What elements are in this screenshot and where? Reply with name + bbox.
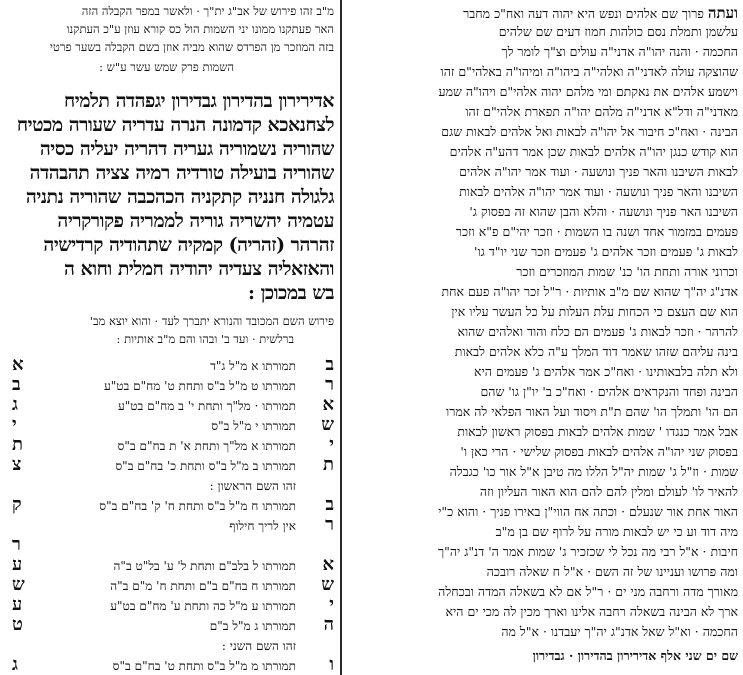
table-right-letter: ש — [321, 574, 334, 595]
name-block-line-2: שהוריה נשמוריה געריה דהריה יעליה כסיה — [39, 138, 334, 160]
table-right-letter: י — [329, 434, 334, 455]
table-row — [8, 476, 334, 496]
table-left-letter: ר — [12, 534, 21, 555]
lead-word: ועתה — [707, 4, 738, 22]
table-row-text: תמורתו ט מ"ל ב"ס ותחת ט' מח"ם בט"ע — [103, 379, 296, 393]
right-line-24: להאיר לו' לעולם ומלין להם להם הוא האור העליון וזה — [479, 484, 738, 499]
table-row-text: תמורתו ח מ"ל ב"ס ותחת ח' ק' בח"ם ב"ס — [99, 499, 296, 513]
table-row-text: תמורתו ג מ"ל ב"ם — [209, 619, 296, 633]
table-right-letter: ר — [325, 374, 334, 395]
right-line-25: האור אחת אור שנעלם · וכתה אח הווי"ן באירו פניך · והוא כ"י — [438, 504, 738, 519]
name-block-line-1: לצחנאכא קדמונה הנרה עדריה שעורה מכטיח — [16, 114, 334, 136]
right-line-22: בפסוק שני יהו"ה אלהים לבאות בפסוק שלישי · הרי כאן ו' — [460, 444, 738, 459]
right-line-10: השיבנו האר פניך ונושעה · והלא והבן שהוא זה בפסוק ג' — [469, 204, 738, 219]
table-right-letter: ש — [321, 414, 334, 435]
right-line-20: הם הו' ותמלך הו' שהם ת"ת ויסוד ועל האור הפלאי לה אמרו — [446, 404, 738, 419]
subtitle-line-0: פירוש השם המכובד והנורא יתברך לעד · והוא יוצא מב' — [89, 314, 334, 328]
table-row — [8, 516, 334, 536]
right-line-11: פעמים במזמור אחד ושנה בו השמות · וזכר יהי"ם פ"א וזכר — [455, 224, 738, 239]
table-row — [8, 576, 334, 596]
right-line-30: ארך לא הבינה בשאלה רחבה אלינו וארך מכין לה מכי ים היא — [445, 604, 738, 619]
table-row-text: אין לריך חילוף — [229, 519, 296, 533]
table-row — [8, 496, 334, 516]
right-line-7: הוא קודש כנגן יהו"ה אלהים לבאות שכן אמר דהע"ה אלהים — [449, 144, 738, 159]
table-row-text: תמורתו י מ"ל ב"ס — [211, 419, 296, 433]
right-line-19: הבינה ופחד והנקראים אלהים · ואח"כ ב' יו"ן גו' שהם — [480, 384, 738, 399]
table-row — [8, 456, 334, 476]
table-row — [8, 536, 334, 556]
table-row — [8, 416, 334, 436]
table-row — [8, 596, 334, 616]
table-left-letter: ע — [12, 594, 23, 615]
right-line-8: לבאות השיבנו והאר פניך ונושעה · ועוד אמר יהו"ה אלהים — [459, 164, 738, 179]
table-row-text: תמורתו ל בלב"ם ותחת ל' ע' בל"ט ב"ה — [113, 559, 296, 573]
table-row — [8, 396, 334, 416]
table-left-letter: ג — [12, 394, 18, 415]
table-left-letter: ג — [12, 654, 18, 675]
table-left-letter: ע — [12, 554, 23, 575]
table-left-letter: י — [12, 414, 17, 435]
table-left-letter: ש — [12, 574, 25, 595]
table-right-letter: ר — [325, 514, 334, 535]
right-line-16: להרהר · וזכר לבאות ג' פעמים הם כלח והוד ואלהים שהוא — [457, 324, 738, 339]
right-line-0: ועתה פרוך שם אלהים ונפש היא יהוה דעה ואח"כ מחבר — [463, 4, 738, 22]
table-row — [8, 356, 334, 376]
right-line-3: שהוצקה עולה לאדני"ה ואלהי"ה ביהו"ה ומיהו"ה באלהי"ם זהו — [440, 64, 738, 79]
table-left-letter: ק — [12, 494, 22, 515]
subtitle-line-1: ברלשית · ועד ב' ובהו והם מ"ב אותיות : — [116, 332, 294, 346]
table-right-letter: י — [329, 594, 334, 615]
table-right-letter: ו — [329, 654, 334, 675]
table-row — [8, 436, 334, 456]
table-right-letter: ב — [325, 354, 334, 375]
left-text-column — [8, 0, 334, 675]
name-block-line-5: עטמיה יהשריה גוריה לממריה פקורקריה — [57, 210, 334, 232]
right-line-9: השיבנו והאר פניך ונושעה · ועוד אמר יהו"ה אלהים לבאות — [459, 184, 738, 199]
table-row — [8, 556, 334, 576]
table-row — [8, 376, 334, 396]
table-row-text: תמורתו מ מ"ל ב"ס ותחת ט' בח"ם ב"ס — [112, 659, 296, 673]
right-line-1: עלשמן ותמלת נסם כולהות חמוז דעים שם שלהים — [498, 24, 738, 39]
right-line-32: שם ים שני אלף אדירירון בהדירון · גבדירון — [532, 648, 738, 663]
table-row — [8, 636, 334, 656]
right-line-4: וישמע אלהים את נאקתם ומי מלהם יהוה אלהי"ם ויהו"ה שמע — [438, 84, 738, 99]
right-line-13: וכרוני אורה ותחת הו' כנ' שמות המוזכרים וזכר — [516, 264, 738, 279]
name-block-line-7: והאזאליה צעדיה יהודיה חמלית וחוא ה — [64, 258, 334, 280]
name-block-line-0: אדירירון בהדירון גבדירון יגפהדה תלמיח — [63, 90, 334, 112]
left-top-line-2: בזה המוזכר מן הפרדס שהוא מביה אוזן בשם הקבלה בשער פרטי — [49, 40, 334, 54]
table-right-letter: ב — [325, 494, 334, 515]
left-top-line-1: האר פעתקנו ממונו יני השמות הול כס קורא עוזן ע"כ העתקנו — [66, 22, 334, 36]
right-text-column — [346, 0, 738, 675]
table-left-letter: צ — [12, 454, 22, 475]
table-row — [8, 656, 334, 675]
name-block-line-4: גלגולה חנניה קתקניה הכהכבה שהוריה נתניה — [25, 186, 334, 208]
table-row-text: זהו השם הראשון : — [209, 479, 296, 493]
table-right-letter: א — [322, 554, 334, 575]
right-line-31: החכמה · וא"ל שאל אדנ"ג יה"ך יעבדנו · א"ל מה — [501, 624, 738, 639]
right-line-2: החכמה · והנה יהו"ה אדני"ה עולים וצ"ך לומר לך — [501, 44, 738, 59]
table-left-letter: ת — [12, 434, 23, 455]
right-line-28: ומה פרושו ועניינו של זה השם · א"ל ח שאלה רובכה — [486, 564, 738, 579]
table-row-text: תמורתו ע מ"ל כה ותחת ע' מח"ם בט"ע — [110, 599, 296, 613]
right-line-14: אדנ"ג יה"ך שהוא שם מ"ב אותיות · ר"ל זכר יהו"ה פעם אחת — [441, 284, 738, 299]
table-right-letter: א — [322, 394, 334, 415]
name-block-line-8: בש במכוכן : — [247, 282, 334, 304]
right-line-17: בינה עליהם שזהו שאמר דוד המלך ע"ה כלא אלהים לבאות — [454, 344, 738, 359]
right-line-26: מיה דוד וע כי יש לבאות מורה על לרוף שם בן מ"ב — [495, 524, 738, 539]
name-block-line-3: שהוריה בועילה טורדיה רמיה צציה תהבהדה — [29, 162, 334, 184]
column-divider — [340, 0, 342, 675]
right-line-15: הוא שם העצם כי הכחות עלת העלות על כל העשר עליו אין — [451, 304, 738, 319]
right-line-29: מאורך מדה ורחבה מני ים · ר"ל אם לא בשאלה המדה ובכחלה — [438, 584, 738, 599]
right-line-18: ולא תלה בלבאותינו · ואח"כ אמר אלהים ג' פעמים היא — [474, 364, 738, 379]
table-row-text: תמורתו א מל"ך ותחת א' ת בח"ם ב"ס — [117, 439, 296, 453]
right-line-23: שמות · וז"ל ג' שמות יה"ל הללו מה טיבן א"ל אור כו' כגבלה — [449, 464, 738, 479]
table-row-text: תמורתו · מל"ך ותחת י' ב מח"ם בט"ע — [117, 399, 296, 413]
right-line-12: לבאות ג' פעמים וזכר אלהים ג' פעמים וזכר שני יו"ד גו' — [474, 244, 738, 259]
table-left-letter: ט — [12, 614, 23, 635]
table-row-text: זהו השם השני : — [221, 639, 296, 653]
name-block-line-6: זהרהר (זהריה) קמקיה שתהודיה קרדישיה — [43, 234, 334, 256]
table-left-letter: א — [12, 354, 24, 375]
right-line-27: חיבות · א"ל רבי מה נכל לי שכזכיר ג' שמות אמר ה' דנ"ג יה"ך — [437, 544, 738, 559]
right-line-21: אבל אמר כנגדו ' שמות אלהים לבאות בפסוק ראשון לבאות — [457, 424, 738, 439]
table-right-letter: ה — [323, 614, 334, 635]
right-line-6: הבינה · ואח"כ חיבור אל יהו"ה לבאות ואל אלהים לבאות שגם — [441, 124, 738, 139]
table-right-letter: ת — [323, 454, 334, 475]
table-row-text: תמורתו ב מ"ל ב"ס ותחת כ' בח"ם ב"ס — [115, 459, 296, 473]
letter-table — [8, 356, 334, 675]
right-line-5: מאדני"ה ודל"א אדני"ה מלהם יהו"ה תפארת אלהי"ם זהו — [465, 104, 738, 119]
table-row-text: תמורתו ח בח"ם ב"ם ותחת ח' מ"ם ב"ה — [110, 579, 296, 593]
left-top-line-0: מ"ב זהו פירוש של אב"ג ית"ך · ולאשר במפר הקבלה הזה — [81, 4, 334, 18]
table-left-letter: ב — [12, 374, 21, 395]
table-row-text: תמורתו א מ"ל ג"ד — [210, 359, 296, 373]
left-top-line-3: השמות פרק שמש עשר ע"ש : — [99, 60, 234, 74]
table-row — [8, 616, 334, 636]
